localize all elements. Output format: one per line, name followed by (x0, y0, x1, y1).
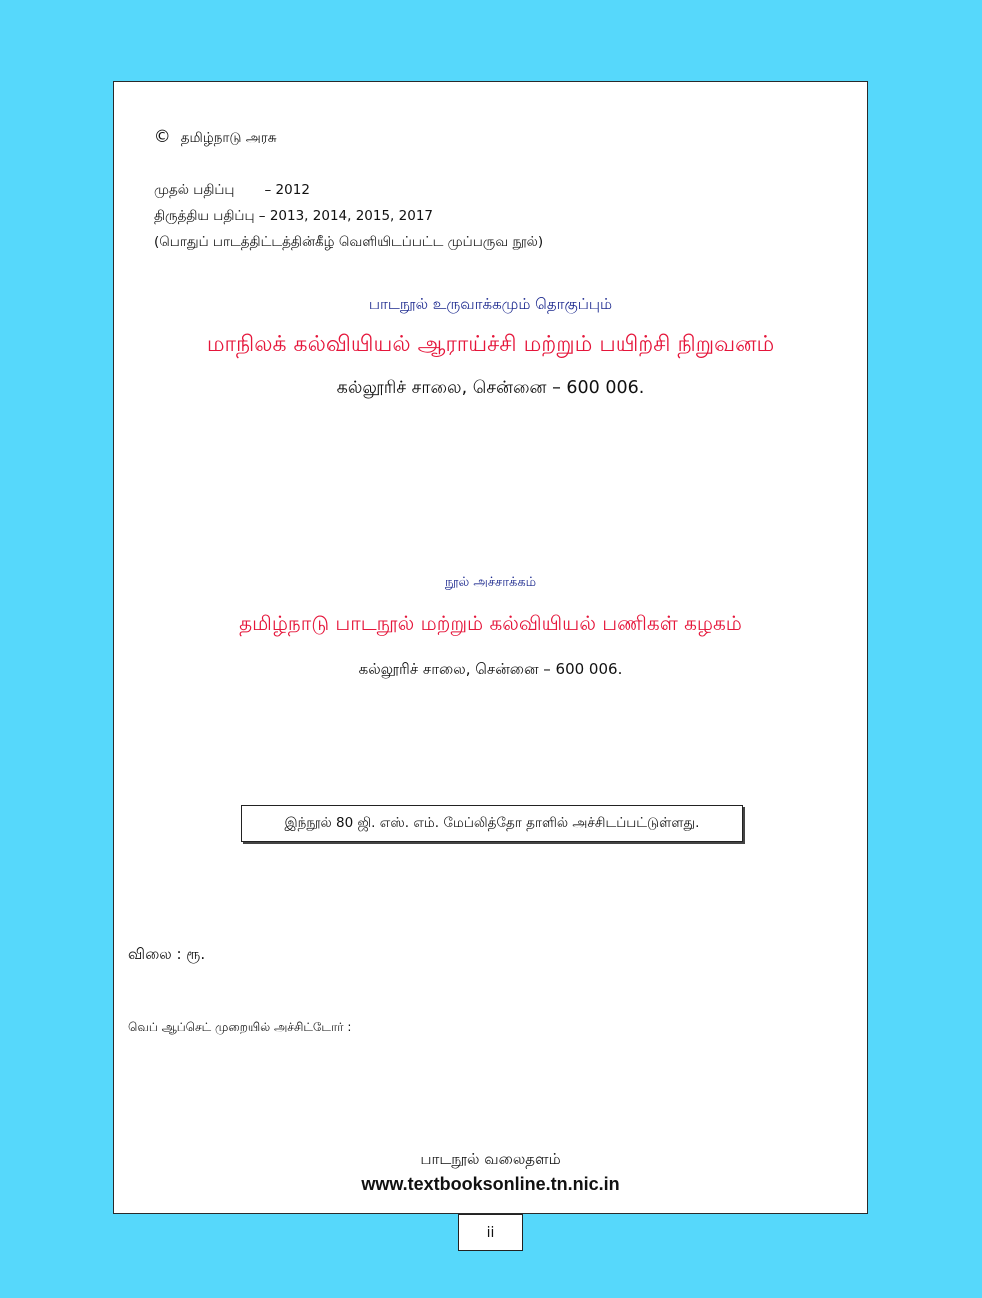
price-line: விலை : ரூ. (128, 945, 206, 963)
website-label: பாடநூல் வலைதளம் (420, 1150, 561, 1168)
author-address: கல்லூரிச் சாலை, சென்னை – 600 006. (336, 378, 645, 398)
edition-note: (பொதுப் பாடத்திட்டத்தின்கீழ் வெளியிடப்பட்ட முப்பருவ நூல்) (154, 234, 544, 250)
printer-label: நூல் அச்சாக்கம் (444, 575, 537, 590)
page-sheet (113, 81, 868, 1214)
author-label: பாடநூல் உருவாக்கமும் தொகுப்பும் (368, 295, 613, 313)
copyright-holder: தமிழ்நாடு அரசு (180, 130, 277, 146)
paper-note-box (241, 805, 743, 842)
author-institution: மாநிலக் கல்வியியல் ஆராய்ச்சி மற்றும் பயிற்சி நிறுவனம் (206, 332, 775, 357)
printer-institution: தமிழ்நாடு பாடநூல் மற்றும் கல்வியியல் பணிகள் கழகம் (239, 611, 742, 635)
page-number-box (458, 1214, 523, 1251)
page-number: ii (486, 1224, 495, 1241)
copyright-holder-line (128, 98, 543, 177)
web-offset-printer-line: வெப் ஆப்செட் முறையில் அச்சிட்டோர் : (128, 1020, 352, 1034)
paper-note: இந்நூல் 80 ஜி. எஸ். எம். மேப்லித்தோ தாளில் அச்சிடப்பட்டுள்ளது. (284, 814, 700, 831)
first-edition: முதல் பதிப்பு – 2012 (154, 182, 310, 198)
revised-edition: திருத்திய பதிப்பு – 2013, 2014, 2015, 2017 (154, 208, 433, 224)
printer-address: கல்லூரிச் சாலை, சென்னை – 600 006. (358, 660, 623, 678)
website-url[interactable]: www.textbooksonline.tn.nic.in (361, 1174, 620, 1194)
copyright-block (128, 98, 543, 255)
copyright-symbol: © (153, 127, 171, 147)
